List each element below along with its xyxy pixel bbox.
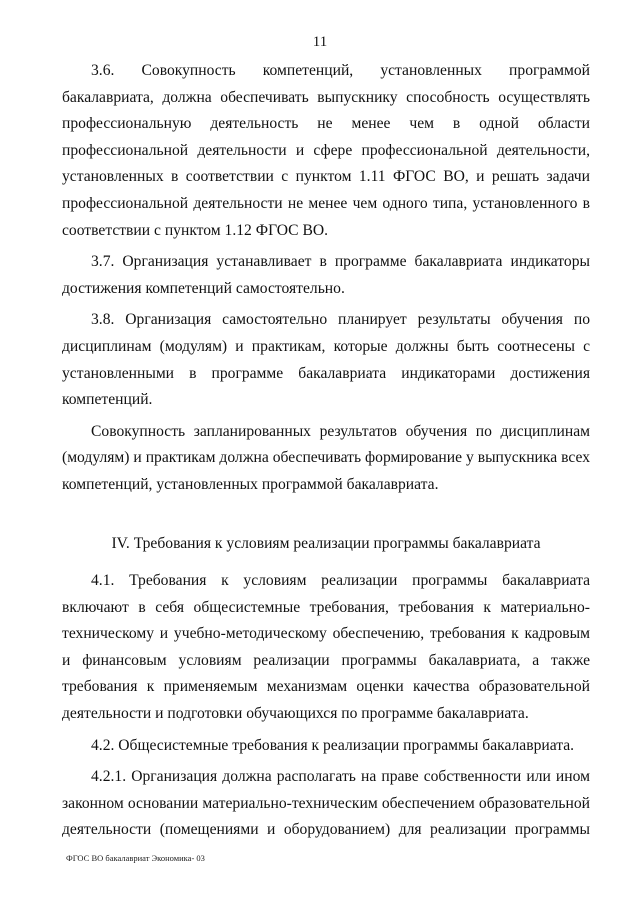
document-body	[62, 58, 590, 844]
paragraph-4-2: 4.2. Общесистемные требования к реализации программы бакалавриата.	[91, 736, 575, 754]
paragraph-3-8: 3.8. Организация самостоятельно планирует результаты обучения по дисциплинам (модулям) и практикам, которые должны быть соотнесены с установленными в программе бакалавриата индикаторами достижения компетенций.	[62, 311, 590, 409]
paragraph-3-6: 3.6. Совокупность компетенций, установленных программой бакалавриата, должна обеспечивать выпускнику способность осуществлять профессиональную деятельность не менее чем в одной области профессиональной деятельности и сфере профессиональной деятельности, установленных в соответствии с пунктом 1.11 ФГОС ВО, и решать задачи профессиональной деятельности не менее чем одного типа, установленного в соответствии с пунктом 1.12 ФГОС ВО.	[62, 62, 590, 239]
paragraph-4-2-1: 4.2.1. Организация должна располагать на праве собственности или ином законном основании материально-техническим обеспечением образовательной деятельности (помещениями и оборудованием) для реализации программы	[62, 768, 590, 839]
section-heading: IV. Требования к условиям реализации программы бакалавриата	[111, 534, 541, 552]
paragraph-4-1: 4.1. Требования к условиям реализации программы бакалавриата включают в себя общесистемные требования, требования к материально-техническому и учебно-методическому обеспечению, требования к кадровым и финансовым условиям реализации программы бакалавриата, а также требования к применяемым механизмам оценки качества образовательной деятельности и подготовки обучающихся по программе бакалавриата.	[62, 572, 590, 723]
paragraph-3-8-continued: Совокупность запланированных результатов обучения по дисциплинам (модулям) и практикам должна обеспечивать формирование у выпускника всех компетенций, установленных программой бакалавриата.	[62, 422, 590, 493]
page-number: 11	[312, 34, 328, 50]
footer-doc-id: ФГОС ВО бакалавриат Экономика- 03	[66, 853, 205, 863]
paragraph-3-7: 3.7. Организация устанавливает в программе бакалавриата индикаторы достижения компетенций самостоятельно.	[62, 253, 590, 297]
